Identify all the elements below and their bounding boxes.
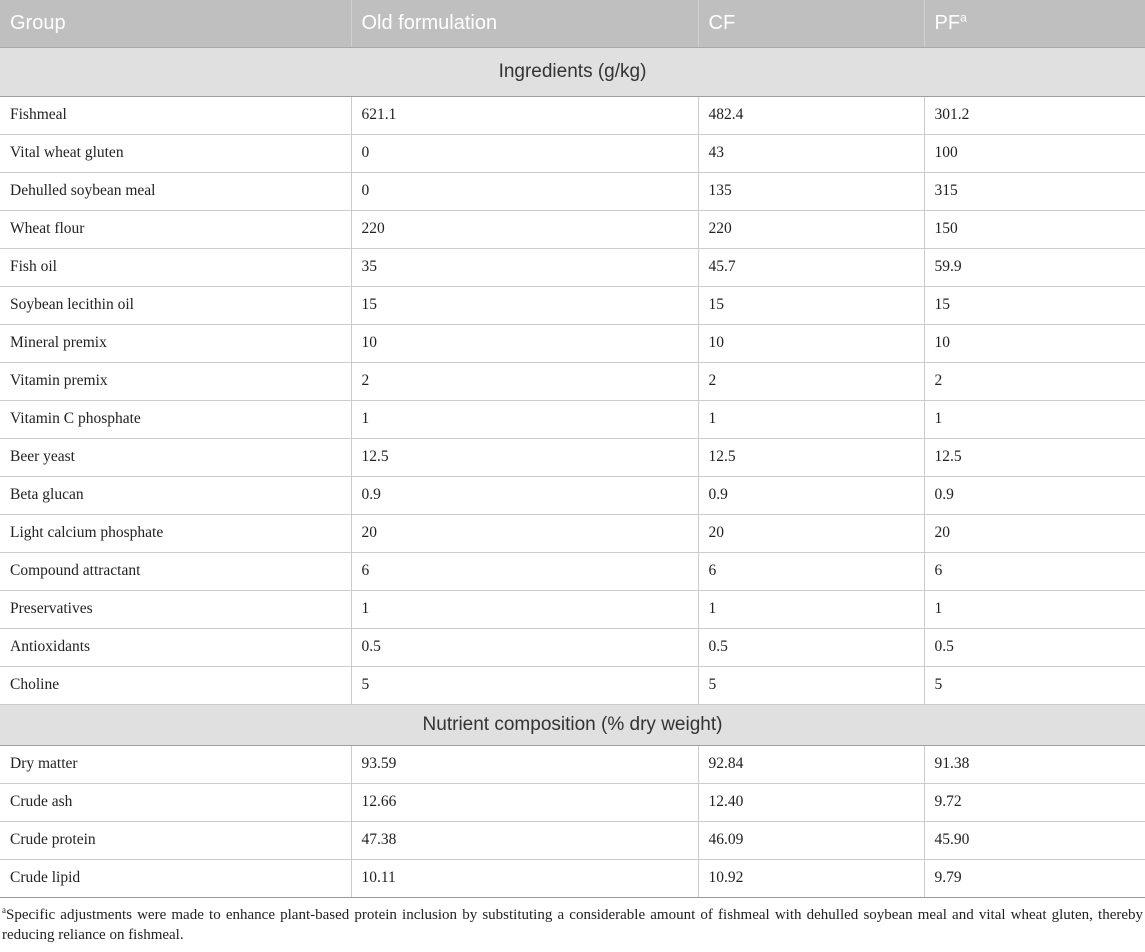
- nutrient-row: [0, 783, 1145, 821]
- cell-cf: 10.92: [698, 859, 924, 897]
- row-label: Beta glucan: [0, 476, 351, 514]
- row-label: Vitamin premix: [0, 362, 351, 400]
- cell-old-formulation: 15: [351, 286, 698, 324]
- ingredient-row: [0, 324, 1145, 362]
- cell-pf: 150: [924, 210, 1145, 248]
- header-cf: CF: [698, 0, 924, 47]
- header-old-formulation: Old formulation: [351, 0, 698, 47]
- cell-pf: 0.5: [924, 628, 1145, 666]
- cell-old-formulation: 5: [351, 666, 698, 704]
- header-group: Group: [0, 0, 351, 47]
- cell-old-formulation: 2: [351, 362, 698, 400]
- cell-old-formulation: 6: [351, 552, 698, 590]
- table-footnote: [0, 898, 1145, 945]
- cell-old-formulation: 10: [351, 324, 698, 362]
- cell-cf: 5: [698, 666, 924, 704]
- cell-cf: 12.5: [698, 438, 924, 476]
- nutrient-row: [0, 859, 1145, 897]
- row-label: Compound attractant: [0, 552, 351, 590]
- cell-old-formulation: 1: [351, 400, 698, 438]
- row-label: Crude ash: [0, 783, 351, 821]
- ingredient-row: [0, 514, 1145, 552]
- section-title-nutrients: Nutrient composition (% dry weight): [0, 704, 1145, 745]
- header-pf: [924, 0, 1145, 47]
- ingredient-row: [0, 96, 1145, 134]
- cell-pf: 315: [924, 172, 1145, 210]
- cell-cf: 1: [698, 590, 924, 628]
- footnote-text: Specific adjustments were made to enhance plant-based protein inclusion by substituting a considerable amount of fishmeal with dehulled soybean meal and vital wheat gluten, thereby reducing reliance on fishmeal.: [2, 906, 1143, 943]
- footnote-marker: a: [2, 904, 6, 915]
- cell-pf: 301.2: [924, 96, 1145, 134]
- cell-cf: 0.9: [698, 476, 924, 514]
- row-label: Crude protein: [0, 821, 351, 859]
- cell-pf: 6: [924, 552, 1145, 590]
- cell-pf: 9.72: [924, 783, 1145, 821]
- cell-old-formulation: 93.59: [351, 745, 698, 783]
- cell-old-formulation: 10.11: [351, 859, 698, 897]
- row-label: Crude lipid: [0, 859, 351, 897]
- cell-cf: 220: [698, 210, 924, 248]
- cell-cf: 20: [698, 514, 924, 552]
- cell-pf: 10: [924, 324, 1145, 362]
- cell-cf: 2: [698, 362, 924, 400]
- cell-old-formulation: 12.66: [351, 783, 698, 821]
- cell-pf: 20: [924, 514, 1145, 552]
- nutrient-row: [0, 821, 1145, 859]
- cell-pf: 1: [924, 590, 1145, 628]
- cell-pf: 91.38: [924, 745, 1145, 783]
- section-row-ingredients: [0, 47, 1145, 96]
- ingredient-row: [0, 590, 1145, 628]
- cell-cf: 43: [698, 134, 924, 172]
- ingredient-row: [0, 286, 1145, 324]
- row-label: Fishmeal: [0, 96, 351, 134]
- cell-old-formulation: 0.5: [351, 628, 698, 666]
- row-label: Beer yeast: [0, 438, 351, 476]
- cell-cf: 1: [698, 400, 924, 438]
- cell-cf: 12.40: [698, 783, 924, 821]
- cell-pf: 0.9: [924, 476, 1145, 514]
- cell-old-formulation: 1: [351, 590, 698, 628]
- row-label: Light calcium phosphate: [0, 514, 351, 552]
- cell-pf: 45.90: [924, 821, 1145, 859]
- row-label: Antioxidants: [0, 628, 351, 666]
- ingredient-row: [0, 172, 1145, 210]
- row-label: Fish oil: [0, 248, 351, 286]
- cell-cf: 135: [698, 172, 924, 210]
- cell-old-formulation: 220: [351, 210, 698, 248]
- cell-old-formulation: 0: [351, 134, 698, 172]
- cell-pf: 1: [924, 400, 1145, 438]
- table-body: [0, 47, 1145, 897]
- ingredient-row: [0, 628, 1145, 666]
- cell-old-formulation: 20: [351, 514, 698, 552]
- row-label: Wheat flour: [0, 210, 351, 248]
- cell-pf: 2: [924, 362, 1145, 400]
- cell-old-formulation: 0.9: [351, 476, 698, 514]
- header-pf-footnote-marker: a: [960, 10, 967, 25]
- cell-cf: 15: [698, 286, 924, 324]
- cell-pf: 5: [924, 666, 1145, 704]
- cell-cf: 10: [698, 324, 924, 362]
- ingredient-row: [0, 476, 1145, 514]
- ingredient-row: [0, 248, 1145, 286]
- cell-cf: 0.5: [698, 628, 924, 666]
- table-header: [0, 0, 1145, 47]
- cell-old-formulation: 621.1: [351, 96, 698, 134]
- ingredient-row: [0, 210, 1145, 248]
- cell-old-formulation: 0: [351, 172, 698, 210]
- cell-pf: 15: [924, 286, 1145, 324]
- cell-pf: 9.79: [924, 859, 1145, 897]
- cell-old-formulation: 47.38: [351, 821, 698, 859]
- ingredient-row: [0, 552, 1145, 590]
- cell-pf: 59.9: [924, 248, 1145, 286]
- section-row-nutrients: [0, 704, 1145, 745]
- cell-cf: 45.7: [698, 248, 924, 286]
- ingredient-row: [0, 438, 1145, 476]
- cell-cf: 92.84: [698, 745, 924, 783]
- cell-cf: 6: [698, 552, 924, 590]
- header-pf-label: PF: [934, 11, 961, 34]
- ingredient-row: [0, 400, 1145, 438]
- row-label: Choline: [0, 666, 351, 704]
- row-label: Vital wheat gluten: [0, 134, 351, 172]
- cell-cf: 482.4: [698, 96, 924, 134]
- ingredient-row: [0, 666, 1145, 704]
- cell-old-formulation: 12.5: [351, 438, 698, 476]
- cell-pf: 100: [924, 134, 1145, 172]
- row-label: Soybean lecithin oil: [0, 286, 351, 324]
- row-label: Dry matter: [0, 745, 351, 783]
- row-label: Mineral premix: [0, 324, 351, 362]
- cell-cf: 46.09: [698, 821, 924, 859]
- row-label: Dehulled soybean meal: [0, 172, 351, 210]
- section-title-ingredients: Ingredients (g/kg): [0, 47, 1145, 96]
- cell-old-formulation: 35: [351, 248, 698, 286]
- ingredient-row: [0, 134, 1145, 172]
- row-label: Preservatives: [0, 590, 351, 628]
- cell-pf: 12.5: [924, 438, 1145, 476]
- ingredient-row: [0, 362, 1145, 400]
- header-row: [0, 0, 1145, 47]
- row-label: Vitamin C phosphate: [0, 400, 351, 438]
- nutrient-row: [0, 745, 1145, 783]
